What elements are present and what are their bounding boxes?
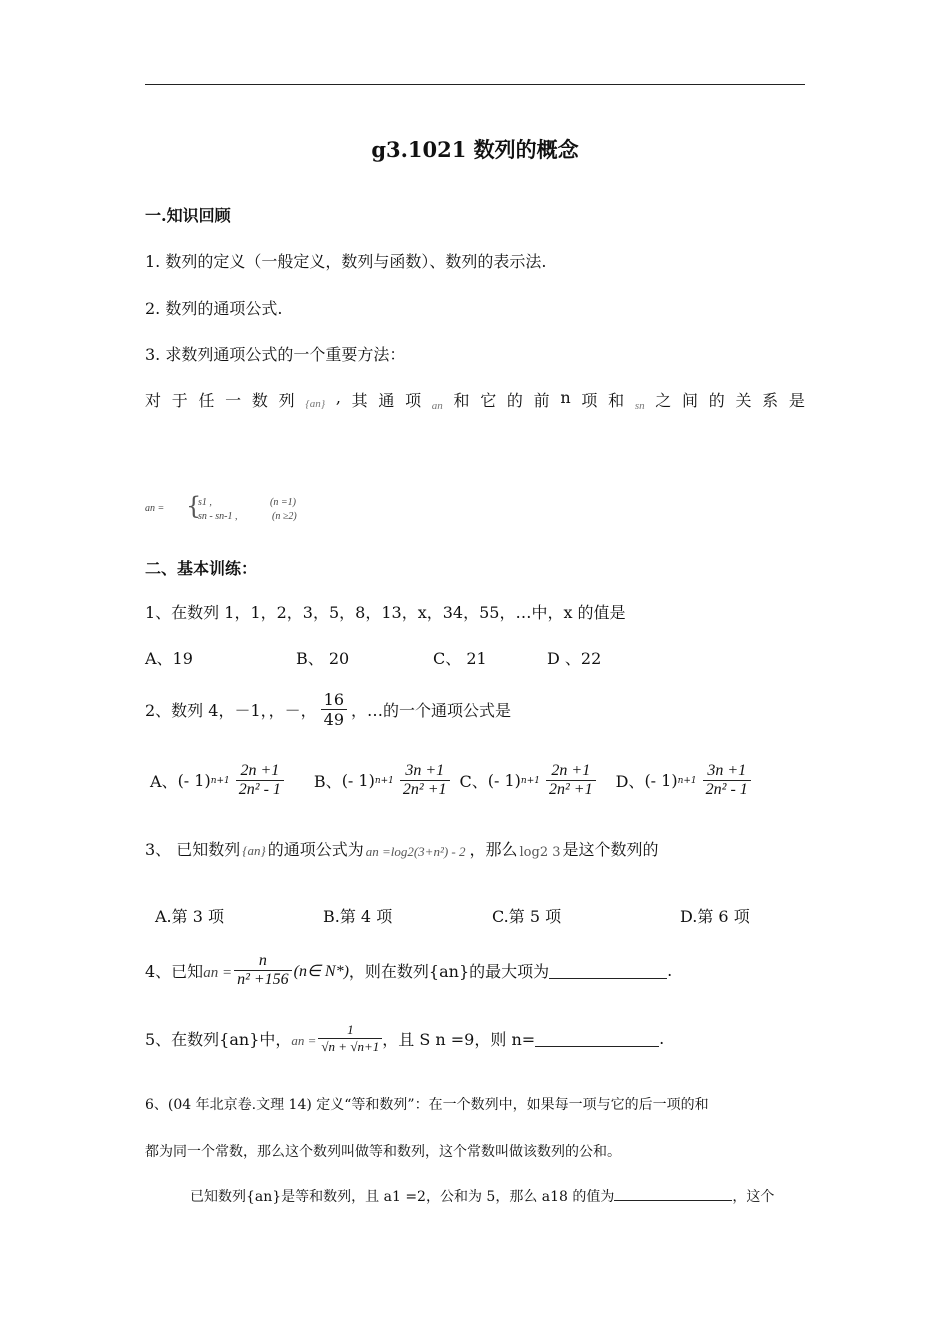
q3-mid2: ，那么 [469,839,518,859]
section-heading-training: 二、基本训练： [145,559,258,578]
word: , [335,388,341,407]
word: 和 [453,391,470,410]
q3-formula: an =log2(3+n²) - 2 [365,844,466,859]
word: 的 [708,391,725,410]
q2-sign: (- 1) [487,771,521,790]
frac-den: 2n² +1 [400,780,450,799]
q1-option-d: D 、22 [547,649,602,668]
word: 于 [171,391,188,410]
q4-lhs: an = [203,965,233,981]
frac-num: n [258,952,267,969]
piecewise-lhs: an = [145,503,165,514]
term-an: an [431,400,443,412]
question-2 [145,690,511,729]
frac-num: 3n +1 [707,762,747,779]
q4-prefix: 4、已知 [145,962,204,981]
q3-log: log2 3 [519,844,561,860]
piecewise-case2-cond: (n ≥2) [272,511,297,522]
q5-prefix: 5、在数列{an}中， [145,1030,292,1049]
word: 项 [405,391,422,410]
word: 间 [682,391,699,410]
frac-den: n² +156 [234,970,292,989]
frac-num: 2n +1 [551,762,591,779]
q2-frac-den: 49 [321,709,347,729]
question-6-line-1: 6、(04 年北京卷.文理 14) 定义“等和数列”：在一个数列中，如果每一项与它的后一项的和 [145,1097,709,1113]
brace-symbol: { [186,492,202,520]
word: 的 [506,391,523,410]
q3-suffix: 是这个数列的 [562,839,659,859]
question-3 [145,836,659,860]
section-heading-review: 一.知识回顾 [145,206,231,225]
q2-option-b-label: B、 [313,772,342,791]
top-rule [145,84,805,85]
q5-suffix: . [659,1029,665,1048]
sum-sn: sn [634,400,645,412]
q5-answer-blank[interactable] [535,1030,659,1047]
q2-option-a-label: A、 [150,772,178,791]
review-item-3: 3. 求数列通项公式的一个重要方法： [145,345,406,364]
q2-sign-exp: n+1 [374,775,394,786]
word: 关 [735,391,752,410]
q4-fraction [234,952,292,989]
relation-sentence [145,388,805,412]
q2-prefix: 2、数列 4，－1，，－， [145,701,317,720]
word: 系 [762,391,779,410]
q5-fraction [318,1022,382,1055]
piecewise-case1-cond: (n =1) [270,497,296,508]
word: 它 [480,391,497,410]
word: 和 [608,391,625,410]
word: 其 [351,391,368,410]
piecewise-case2: sn - sn-1 , [198,511,238,522]
q3-option-a: A.第 3 项 [155,907,224,926]
q2-frac-num: 16 [323,690,344,709]
piecewise-case1: s1 , [198,497,212,508]
word: 数 [251,391,268,410]
frac-den: 2n² +1 [546,780,596,799]
word: 任 [198,391,215,410]
review-item-1: 1. 数列的定义（一般定义，数列与函数）、数列的表示法. [145,252,547,271]
frac-num: 3n +1 [405,762,445,779]
q2-option-d-label: D、 [615,772,645,791]
word: 列 [278,391,295,410]
q3-option-d: D.第 6 项 [680,907,750,926]
q2-option-b-frac [400,762,450,799]
word: 一 [225,391,242,410]
q3-option-c: C.第 5 项 [492,907,562,926]
q1-option-b: B、 20 [296,649,350,668]
word: n [560,388,571,407]
q2-option-a-frac [236,762,284,799]
question-5 [145,1022,664,1055]
word: 之 [655,391,672,410]
page-title: g3.1021 数列的概念 [371,137,579,162]
question-6-line-3 [190,1186,774,1206]
word: 对 [145,391,162,410]
q4-mid: ，则在数列{an}的最大项为 [348,962,550,981]
q2-option-c-frac [546,762,596,799]
word: 通 [378,391,395,410]
q3-option-b: B.第 4 项 [323,907,393,926]
q3-mid: 的通项公式为 [267,839,364,859]
q2-sign: (- 1) [341,771,375,790]
q4-condition: (n∈ N*) [293,962,349,980]
q2-fraction [321,690,347,729]
q1-option-c: C、 21 [433,649,487,668]
q2-sign-exp: n+1 [677,775,697,786]
sequence-an: {an} [305,398,326,410]
q2-sign: (- 1) [644,771,678,790]
q3-prefix: 3、 已知数列 [145,839,241,859]
q6-answer-blank[interactable] [614,1186,732,1201]
frac-den: √n + √n+1 [318,1038,382,1055]
review-item-2: 2. 数列的通项公式. [145,299,283,318]
question-6-line-2: 都为同一个常数，那么这个数列叫做等和数列，这个常数叫做该数列的公和。 [145,1144,621,1160]
q5-lhs: an = [291,1032,317,1048]
q6-line3-suffix: ，这个 [732,1189,775,1205]
q2-option-d-frac [703,762,751,799]
question-4 [145,952,672,989]
q2-options [150,762,751,799]
q3-sequence: {an} [242,843,266,858]
q2-option-c-label: C、 [459,772,488,791]
frac-num: 1 [347,1022,354,1037]
q2-suffix: ，…的一个通项公式是 [351,701,512,720]
q2-sign: (- 1) [177,771,211,790]
q4-suffix: . [667,961,673,980]
word: 项 [581,391,598,410]
q1-option-a: A、19 [145,649,193,668]
q6-line3-text: 已知数列{an}是等和数列，且 a1 =2，公和为 5，那么 a18 的值为 [190,1189,615,1205]
frac-den: 2n² - 1 [236,780,284,799]
q5-mid: ，且 S n =9，则 n= [382,1030,536,1049]
frac-den: 2n² - 1 [703,780,751,799]
word: 是 [788,391,805,410]
q4-answer-blank[interactable] [549,962,667,979]
question-1: 1、在数列 1，1，2，3，5，8，13，x，34，55，…中，x 的值是 [145,603,626,622]
frac-num: 2n +1 [240,762,280,779]
q2-sign-exp: n+1 [210,775,230,786]
word: 前 [533,391,550,410]
q2-sign-exp: n+1 [520,775,540,786]
